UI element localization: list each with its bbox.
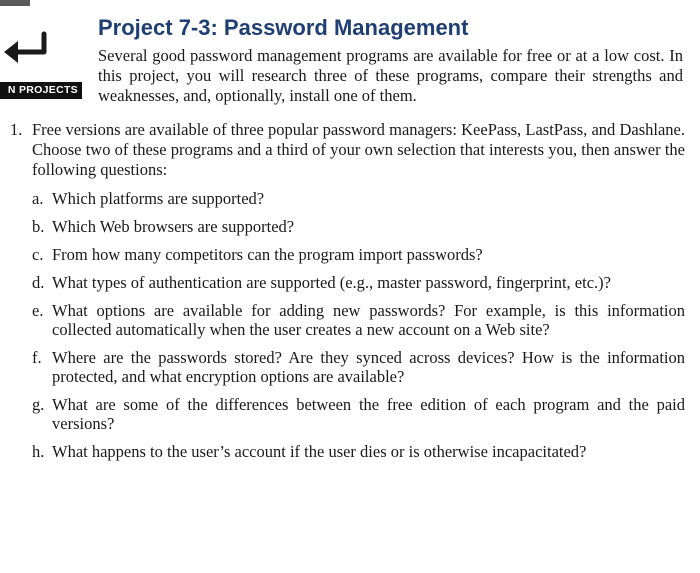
question-g <box>32 395 685 433</box>
corner-bar <box>0 0 30 6</box>
question-text: What types of authentication are supported (e.g., master password, fingerprint, etc.)? <box>52 273 611 292</box>
step-text: Free versions are available of three popular password managers: KeePass, LastPass, and Dashlane. Choose two of these programs and a third of your own selection that interests you, then answer the following questions: <box>32 120 685 179</box>
question-a <box>32 189 685 208</box>
question-letter: b. <box>32 217 45 236</box>
question-text: What options are available for adding new passwords? For example, is this information collected automatically when the user creates a new account on a Web site? <box>52 301 685 339</box>
question-letter: h. <box>32 442 45 461</box>
intro-paragraph: Several good password management programs are available for free or at a low cost. In this project, you will research three of these programs, compare their strengths and weaknesses, and, optionally, install one of them. <box>98 46 683 105</box>
question-text: What happens to the user’s account if the user dies or is otherwise incapacitated? <box>52 442 587 461</box>
project-steps <box>10 120 685 461</box>
question-b <box>32 217 685 236</box>
step-1 <box>10 120 685 180</box>
step-number: 1. <box>10 120 23 139</box>
question-text: Which platforms are supported? <box>52 189 265 208</box>
question-letter: g. <box>32 395 45 414</box>
question-letter: a. <box>32 189 44 208</box>
question-text: What are some of the differences between the free edition of each program and the paid versions? <box>52 395 685 433</box>
section-tab: N PROJECTS <box>0 82 82 99</box>
project-header <box>98 14 683 106</box>
question-c <box>32 245 685 264</box>
question-text: Where are the passwords stored? Are they synced across devices? How is the information protected, and what encryption options are available? <box>52 348 685 386</box>
question-letter: f. <box>32 348 42 367</box>
question-text: Which Web browsers are supported? <box>52 217 295 236</box>
question-letter: d. <box>32 273 45 292</box>
question-e <box>32 301 685 339</box>
back-arrow-icon <box>0 22 58 72</box>
question-letter: c. <box>32 245 44 264</box>
question-text: From how many competitors can the program import passwords? <box>52 245 483 264</box>
question-letter: e. <box>32 301 44 320</box>
question-d <box>32 273 685 292</box>
question-f <box>32 348 685 386</box>
page-title: Project 7-3: Password Management <box>98 15 469 40</box>
question-h <box>32 442 685 461</box>
